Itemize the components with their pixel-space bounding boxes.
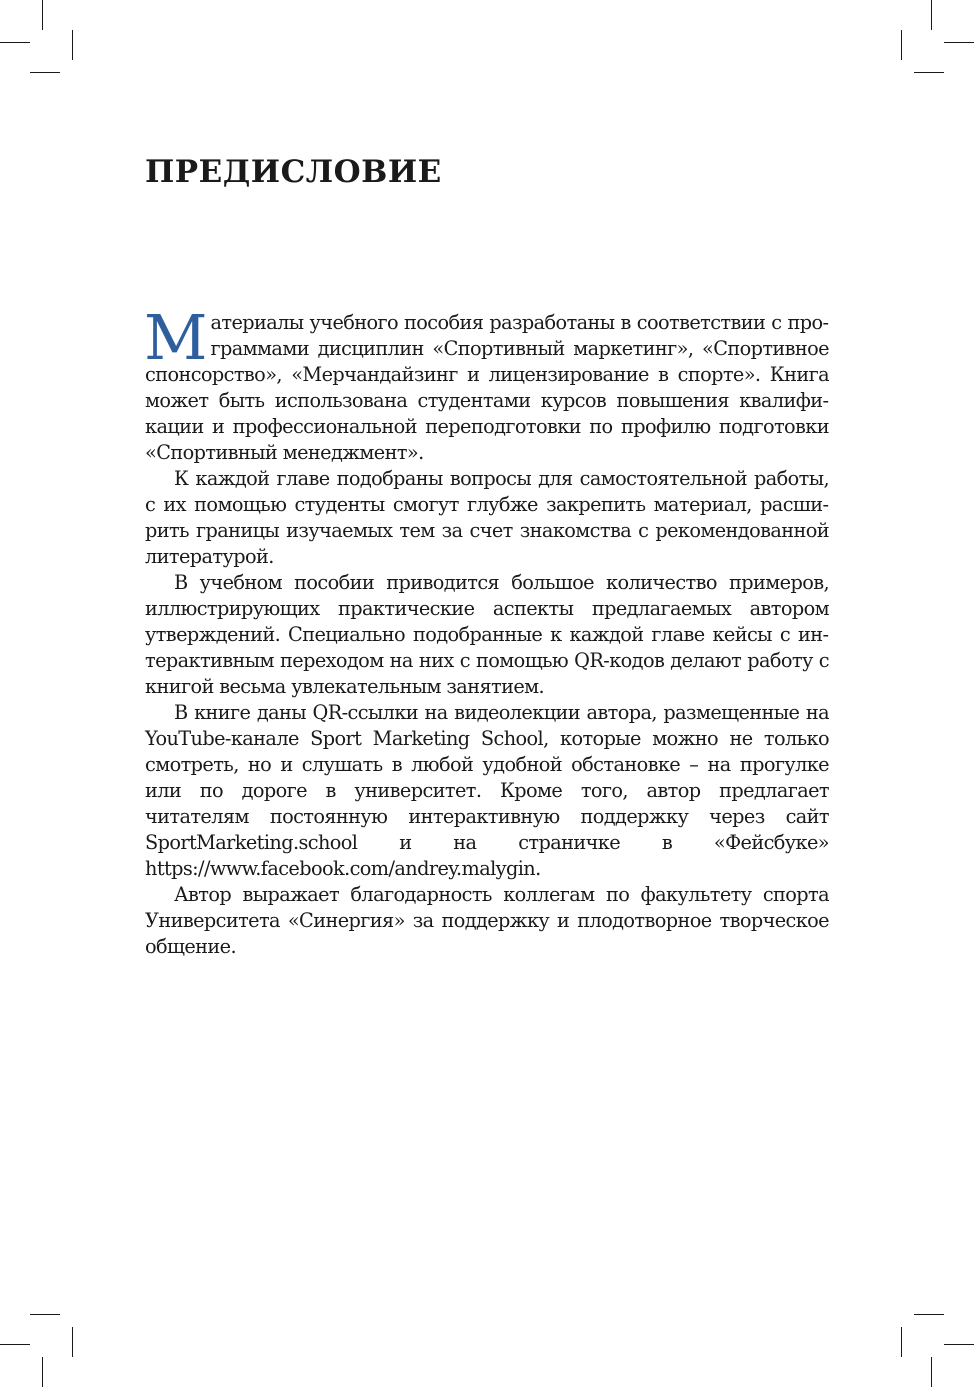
crop-mark-bottom-right-h bbox=[914, 1314, 944, 1315]
crop-mark-bottom-left-outer-v bbox=[42, 1357, 43, 1387]
crop-mark-top-left-outer-h bbox=[0, 42, 30, 43]
crop-mark-top-right-h bbox=[914, 72, 944, 73]
crop-mark-bottom-left-v bbox=[72, 1327, 73, 1357]
crop-mark-bottom-right-outer-v bbox=[931, 1357, 932, 1387]
paragraph-5: Автор выражает благодарность коллегам по факультету спорта Университета «Синергия» за поддержку и плодотворное творческое общение. bbox=[145, 883, 829, 958]
body-text bbox=[144, 301, 829, 960]
crop-mark-top-right-outer-h bbox=[944, 42, 974, 43]
paragraph-4: В книге даны QR-ссылки на видеолекции автора, размещенные на YouTube-канале Sport Marketing School, которые можно не только смотреть, но и слушать в любой удобной обстановке – на прогулке или по дороге в университет. Кроме того, автор предлагает читателям постоянную интерактивную поддержку через сайт SportMarketing.school и на страничке в «Фейсбуке» https://www.facebook.com/andrey.malygin. bbox=[145, 701, 829, 880]
crop-mark-bottom-right-outer-h bbox=[944, 1344, 974, 1345]
crop-mark-bottom-right-v bbox=[901, 1327, 902, 1357]
crop-mark-top-right-v bbox=[901, 30, 902, 60]
paragraph-3: В учебном пособии приводится большое количество примеров, иллюстрирующих практические аспекты предлагаемых автором утверждений. Специально подобранные к каждой главе кейсы с интерактивным переходом на них с помощью QR-кодов делают работу с книгой весьма увлекательным занятием. bbox=[145, 571, 829, 698]
crop-mark-top-left-v bbox=[72, 30, 73, 60]
drop-cap: М bbox=[144, 301, 208, 374]
crop-mark-top-left-outer-v bbox=[42, 0, 43, 30]
crop-mark-top-left-h bbox=[30, 72, 60, 73]
page-title: ПРЕДИСЛОВИЕ bbox=[145, 154, 442, 190]
paragraph-1-text: атериалы учебного пособия разработаны в соответствии с программами дисциплин «Спортивный маркетинг», «Спортивное спонсорство», «Мерчандайзинг и лицензирование в спорте». Книга может быть использована студентами курсов повышения квалификации и профессиональной переподготовки по профилю подготовки «Спортивный менеджмент». bbox=[145, 311, 829, 464]
crop-mark-top-right-outer-v bbox=[931, 0, 932, 30]
crop-mark-bottom-left-outer-h bbox=[0, 1344, 30, 1345]
paragraph-2: К каждой главе подобраны вопросы для самостоятельной работы, с их помощью студенты смогут глубже закрепить материал, расширить границы изучаемых тем за счет знакомства с рекомендованной литературой. bbox=[145, 467, 829, 568]
paragraph-1 bbox=[144, 301, 829, 466]
crop-mark-bottom-left-h bbox=[30, 1314, 60, 1315]
